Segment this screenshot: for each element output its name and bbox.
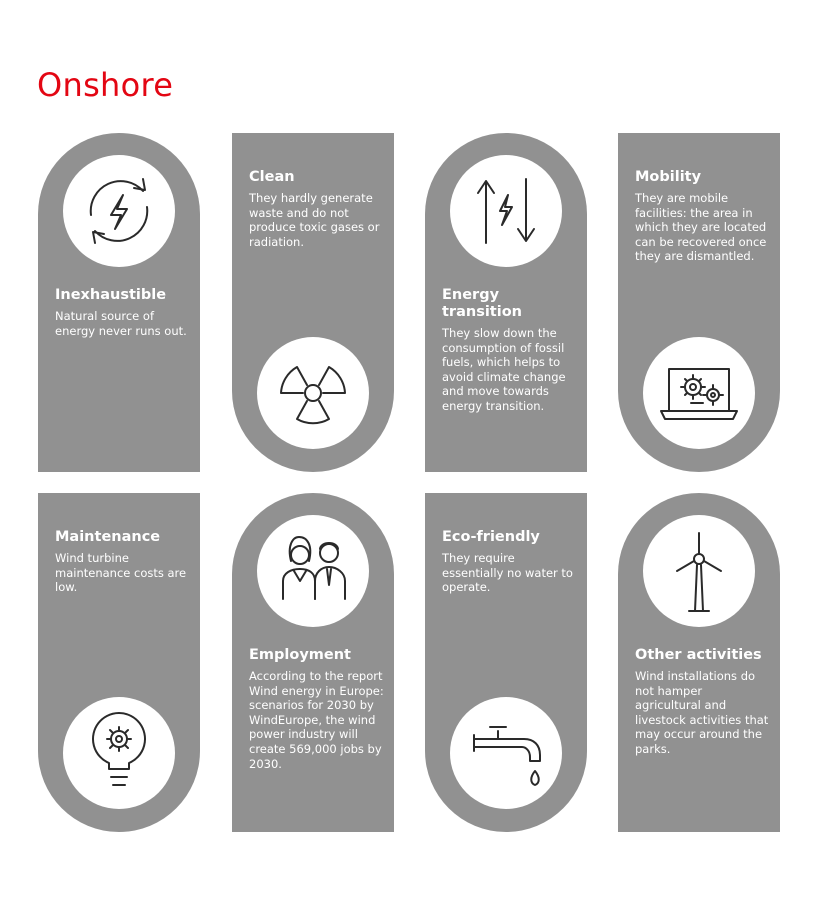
- renewable-cycle-icon: [63, 155, 175, 267]
- card-heading: Eco-friendly: [442, 529, 540, 545]
- card-eco-friendly: [425, 493, 587, 832]
- card-body: According to the report Wind energy in Europe: scenarios for 2030 by WindEurope, the wind power industry will create 569,000 jobs by 2030.: [249, 669, 384, 771]
- page-title: Onshore: [37, 66, 174, 104]
- card-body: They are mobile facilities: the area in which they are located can be recovered once they are dismantled.: [635, 191, 767, 264]
- card-mobility: [618, 133, 780, 472]
- card-heading: Maintenance: [55, 529, 161, 545]
- people-icon: [257, 515, 369, 627]
- card-heading: Clean: [249, 169, 295, 185]
- card-heading: Inexhaustible: [55, 287, 167, 303]
- card-other-activities: [618, 493, 780, 832]
- laptop-gears-icon: [643, 337, 755, 449]
- card-heading: Energy transition: [442, 287, 522, 320]
- card-heading: Mobility: [635, 169, 702, 185]
- card-heading: Employment: [249, 647, 351, 663]
- water-tap-icon: [450, 697, 562, 809]
- wind-turbine-icon: [643, 515, 755, 627]
- energy-arrows-icon: [450, 155, 562, 267]
- card-inexhaustible: [38, 133, 200, 472]
- card-employment: [232, 493, 394, 832]
- card-energy-transition: [425, 133, 587, 472]
- card-maintenance: [38, 493, 200, 832]
- card-body: Natural source of energy never runs out.: [55, 309, 187, 338]
- card-body: Wind turbine maintenance costs are low.: [55, 551, 187, 595]
- card-body: Wind installations do not hamper agricultural and livestock activities that may occur around the parks.: [635, 669, 769, 756]
- card-body: They slow down the consumption of fossil fuels, which helps to avoid climate change and move towards energy transition.: [442, 326, 566, 413]
- radiation-icon: [257, 337, 369, 449]
- card-body: They require essentially no water to operate.: [442, 551, 573, 595]
- lightbulb-gear-icon: [63, 697, 175, 809]
- card-heading: Other activities: [635, 647, 762, 663]
- card-clean: [232, 133, 394, 472]
- card-body: They hardly generate waste and do not produce toxic gases or radiation.: [249, 191, 380, 249]
